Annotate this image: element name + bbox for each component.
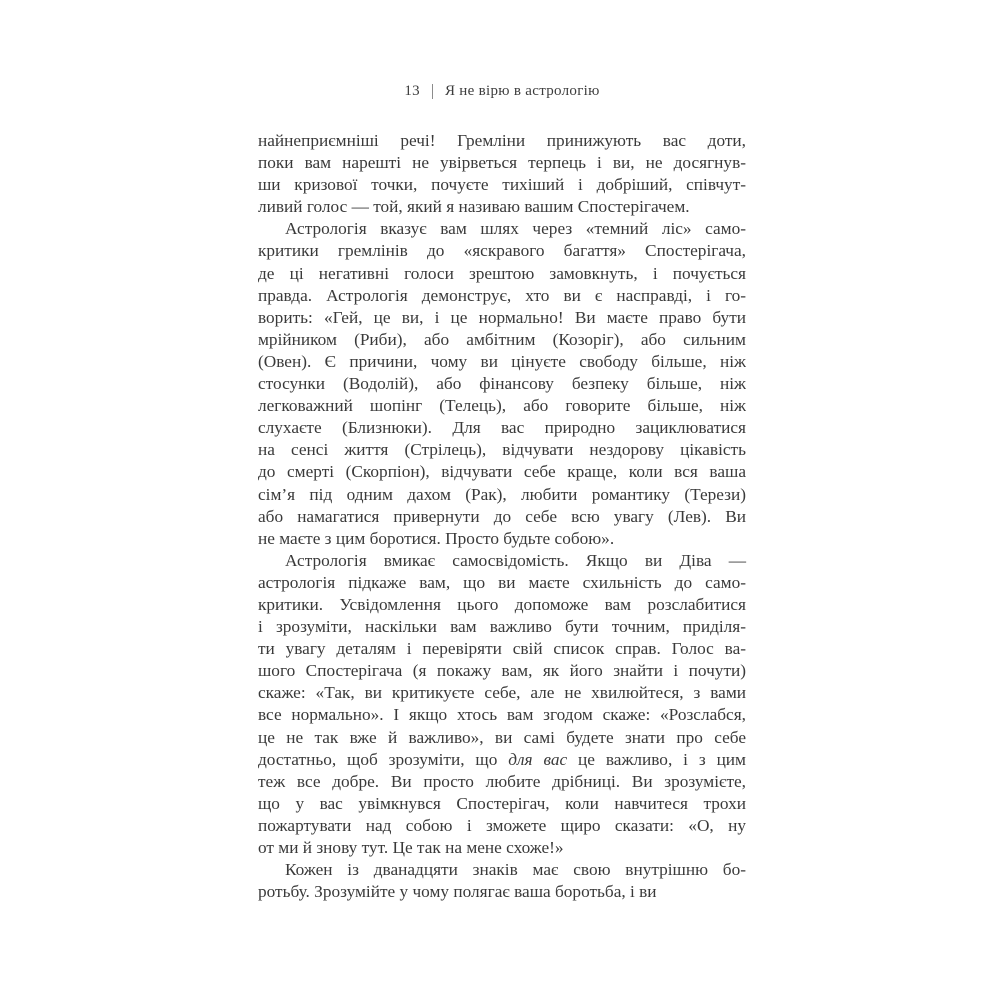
text-segment: шого Спостерігача (я покажу вам, як його знайти і почути) — [258, 661, 746, 681]
text-line — [258, 130, 746, 152]
text-line — [258, 484, 746, 506]
page-text — [258, 130, 746, 903]
header-separator-bar — [432, 84, 433, 99]
text-segment: ти увагу деталям і перевіряти свій список справ. Голос ва- — [258, 639, 746, 659]
text-segment: на сенсі життя (Стрілець), відчувати нездорову цікавість — [258, 440, 746, 460]
text-segment: найнеприємніші речі! Гремліни принижують вас доти, — [258, 131, 746, 150]
text-line — [258, 395, 746, 417]
text-line — [258, 196, 746, 218]
text-line — [258, 550, 746, 572]
text-segment: от ми й знову тут. Це так на мене схоже!» — [258, 838, 564, 857]
text-segment: що у вас увімкнувся Спостерігач, коли навчитеся трохи — [258, 793, 746, 813]
chapter-title: Я не вірю в астрологію — [444, 83, 600, 99]
text-segment: мрійником (Риби), або амбітним (Козоріг), або сильним — [258, 329, 746, 349]
paragraph — [258, 859, 746, 903]
text-line — [258, 263, 746, 285]
text-line — [258, 373, 746, 395]
paragraph — [258, 130, 746, 218]
text-line — [258, 506, 746, 528]
text-line — [258, 616, 746, 638]
text-line — [258, 793, 746, 815]
text-segment: поки вам нарешті не увірветься терпець і ви, не досягнув- — [258, 153, 746, 173]
text-line — [258, 461, 746, 483]
text-line — [258, 749, 746, 771]
text-segment: ливий голос — той, який я називаю вашим Спостерігачем. — [258, 197, 690, 217]
text-line — [258, 240, 746, 262]
text-segment: легковажний шопінг (Телець), або говорите більше, ніж — [258, 396, 746, 416]
text-segment: ворить: «Гей, це ви, і це нормально! Ви маєте право бути — [258, 307, 746, 327]
text-line — [258, 660, 746, 682]
text-line — [258, 704, 746, 726]
text-line — [258, 682, 746, 704]
paragraph — [258, 550, 746, 859]
text-line — [258, 859, 746, 881]
text-line — [258, 351, 746, 373]
italic-text: для вас — [508, 749, 568, 769]
text-segment: астрологія підкаже вам, що ви маєте схильність до само- — [258, 572, 746, 592]
text-line — [258, 638, 746, 660]
text-segment: до смерті (Скорпіон), відчувати себе краще, коли вся ваша — [258, 462, 746, 482]
text-segment: критики. Усвідомлення цього допоможе вам розслабитися — [258, 594, 746, 614]
text-segment: пожартувати над собою і зможете щиро сказати: «О, ну — [258, 815, 746, 835]
text-segment: слухаєте (Близнюки). Для вас природно зациклюватися — [258, 418, 746, 438]
text-segment: де ці негативні голоси зрештою замовкнуть, і почується — [258, 263, 746, 283]
text-line — [258, 572, 746, 594]
text-segment: теж все добре. Ви просто любите дрібниці. Ви зрозумієте, — [258, 771, 746, 791]
text-segment: скаже: «Так, ви критикуєте себе, але не хвилюйтеся, з вами — [258, 683, 746, 703]
text-segment: Астрологія вказує вам шлях через «темний ліс» само- — [285, 219, 746, 239]
text-line — [258, 727, 746, 749]
text-segment: Астрологія вмикає самосвідомість. Якщо ви Діва — — [285, 550, 746, 570]
text-segment: достатньо, щоб зрозуміти, що — [258, 749, 509, 769]
text-line — [258, 771, 746, 793]
text-segment: це важливо, і з цим — [567, 749, 746, 769]
text-line — [258, 218, 746, 240]
text-segment: і зрозуміти, наскільки вам важливо бути точним, приділя- — [258, 617, 746, 637]
text-segment: ротьбу. Зрозумійте у чому полягає ваша боротьба, і ви — [258, 882, 657, 902]
text-line — [258, 815, 746, 837]
text-segment: критики гремлінів до «яскравого багаття» Спостерігача, — [258, 241, 746, 261]
text-line — [258, 307, 746, 329]
text-line — [258, 285, 746, 307]
page-number: 13 — [404, 83, 420, 99]
page-header — [258, 83, 746, 100]
text-line — [258, 174, 746, 196]
text-segment: ши кризової точки, почуєте тихіший і добріший, співчут- — [258, 175, 746, 195]
paragraph — [258, 218, 746, 549]
text-segment: правда. Астрологія демонструє, хто ви є насправді, і го- — [258, 285, 746, 305]
text-line — [258, 439, 746, 461]
text-segment: стосунки (Водолій), або фінансову безпеку більше, ніж — [258, 374, 746, 394]
text-segment: сім’я під одним дахом (Рак), любити романтику (Терези) — [258, 484, 746, 504]
text-segment: не маєте з цим боротися. Просто будьте собою». — [258, 528, 615, 548]
text-segment: Кожен із дванадцяти знаків має свою внутрішню бо- — [285, 860, 746, 880]
text-line — [258, 837, 746, 859]
text-line — [258, 881, 746, 903]
text-line — [258, 329, 746, 351]
text-line — [258, 152, 746, 174]
text-segment: це не так вже й важливо», ви самі будете знати про себе — [258, 727, 746, 747]
text-line — [258, 417, 746, 439]
text-segment: або намагатися привернути до себе всю увагу (Лев). Ви — [258, 506, 746, 526]
text-line — [258, 528, 746, 550]
text-segment: все нормально». І якщо хтось вам згодом скаже: «Розслабся, — [258, 705, 746, 725]
text-segment: (Овен). Є причини, чому ви цінуєте свободу більше, ніж — [258, 351, 746, 371]
text-line — [258, 594, 746, 616]
